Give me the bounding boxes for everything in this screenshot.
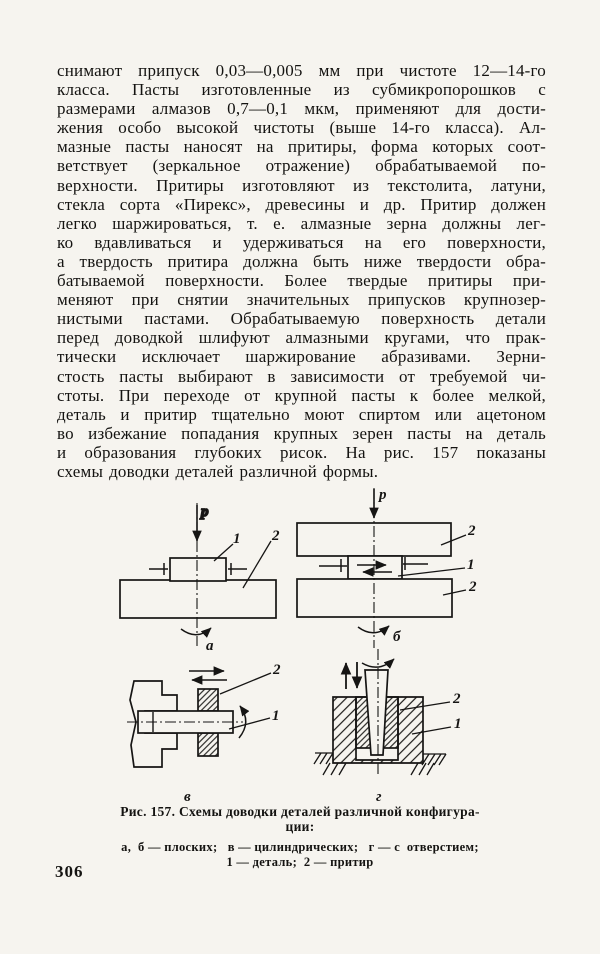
leader-1 bbox=[229, 718, 270, 729]
text-line: класса. Пасты изготовленные из субмикропорошков с bbox=[57, 80, 546, 100]
caption-title-line2: ции: bbox=[285, 819, 315, 834]
part-label: 1 bbox=[467, 557, 475, 573]
sublabel-v: в bbox=[184, 789, 191, 805]
lap-label-bottom: 2 bbox=[469, 579, 477, 595]
text-line: ветствует (зеркальное отражение) обрабатываемой по- bbox=[57, 156, 546, 176]
text-line: и образования глубоких рисок. На рис. 157 показаны bbox=[57, 442, 546, 462]
text-line: меняют при снятии значительных припусков крупнозер- bbox=[57, 290, 546, 310]
ring-lap-top bbox=[198, 689, 218, 711]
leader-1 bbox=[398, 568, 465, 576]
workpiece bbox=[170, 558, 226, 581]
stroke-limit-left bbox=[319, 559, 347, 572]
text-line: батываемой поверхности. Более твердые притиры при- bbox=[57, 271, 546, 291]
lap-label: 2 bbox=[272, 528, 280, 544]
sublabel-b: б bbox=[393, 629, 401, 645]
text-line: мазные пасты наносят на притиры, форма которых соот- bbox=[57, 137, 546, 157]
text-line: ко вдавливаться и удерживаться на его поверхности, bbox=[57, 232, 546, 252]
stroke-limit-right bbox=[228, 563, 247, 575]
stroke-limit-left bbox=[149, 563, 168, 575]
diagram-g bbox=[314, 649, 462, 805]
diagram-b bbox=[297, 487, 477, 648]
text-line: жения особо высокой чистоты (выше 14-го класса). Ал- bbox=[57, 118, 546, 138]
force-label: р bbox=[379, 487, 387, 503]
leader-2 bbox=[220, 673, 271, 694]
body-text bbox=[57, 61, 546, 481]
lap-plate bbox=[120, 580, 276, 618]
figure-caption bbox=[60, 804, 540, 869]
caption-legend-line2: 1 — деталь; 2 — притир bbox=[226, 854, 374, 869]
text-line: нистыми пастами. Обрабатываемую поверхность детали bbox=[57, 309, 546, 329]
text-line: размерами алмазов 0,7—0,1 мкм, применяют для дости- bbox=[57, 99, 546, 119]
force-label: р bbox=[201, 504, 209, 520]
text-line: во избежание попадания крупных зерен пасты на деталь bbox=[57, 423, 546, 443]
page-number: 306 bbox=[55, 862, 84, 881]
sublabel-g: г bbox=[376, 789, 382, 805]
lap-label-top: 2 bbox=[468, 523, 476, 539]
lap-label: 2 bbox=[273, 662, 281, 678]
text-line: тически исключает шаржирование абразивами. Зерни- bbox=[57, 347, 546, 367]
text-line: стоты. При переходе от крупной пасты к более мелкой, bbox=[57, 385, 546, 405]
lap-label: 2 bbox=[453, 691, 461, 707]
figure-157 bbox=[0, 485, 600, 815]
text-line: стость пасты выбирают в зависимости от требуемой чи- bbox=[57, 366, 546, 386]
part-label: 1 bbox=[233, 531, 241, 547]
text-line: стекла сорта «Пирекс», древесины и др. Притир должен bbox=[57, 194, 546, 214]
text-line: деталь и притир тщательно моют спиртом или ацетоном bbox=[57, 404, 546, 424]
diagram-a bbox=[120, 503, 280, 654]
text-line: перед доводкой шлифуют алмазными кругами, что прак- bbox=[57, 328, 546, 348]
text-line: легко шаржироваться, т. е. алмазные зерна должны лег- bbox=[57, 213, 546, 233]
text-line: верхности. Притиры изготовляют из текстолита, латуни, bbox=[57, 175, 546, 195]
text-line: а твердость притира должна быть ниже твердости обра- bbox=[57, 251, 546, 271]
sublabel-a: а bbox=[206, 638, 214, 654]
workpiece bbox=[348, 556, 402, 579]
text-line: схемы доводки деталей различной формы. bbox=[57, 461, 379, 481]
ring-lap-bottom bbox=[198, 733, 218, 756]
diagram-v bbox=[127, 662, 281, 805]
part-label: 1 bbox=[272, 708, 280, 724]
stroke-limit-right bbox=[403, 557, 428, 570]
rotation-arrow bbox=[181, 628, 211, 635]
caption-title-line1: Рис. 157. Схемы доводки деталей различной конфигура- bbox=[120, 804, 480, 819]
part-label: 1 bbox=[454, 716, 462, 732]
text-line: снимают припуск 0,03—0,005 мм при чистоте 12—14-го bbox=[57, 61, 546, 80]
caption-legend-line1: а, б — плоских; в — цилиндрических; г — с отверстием; bbox=[121, 840, 479, 854]
